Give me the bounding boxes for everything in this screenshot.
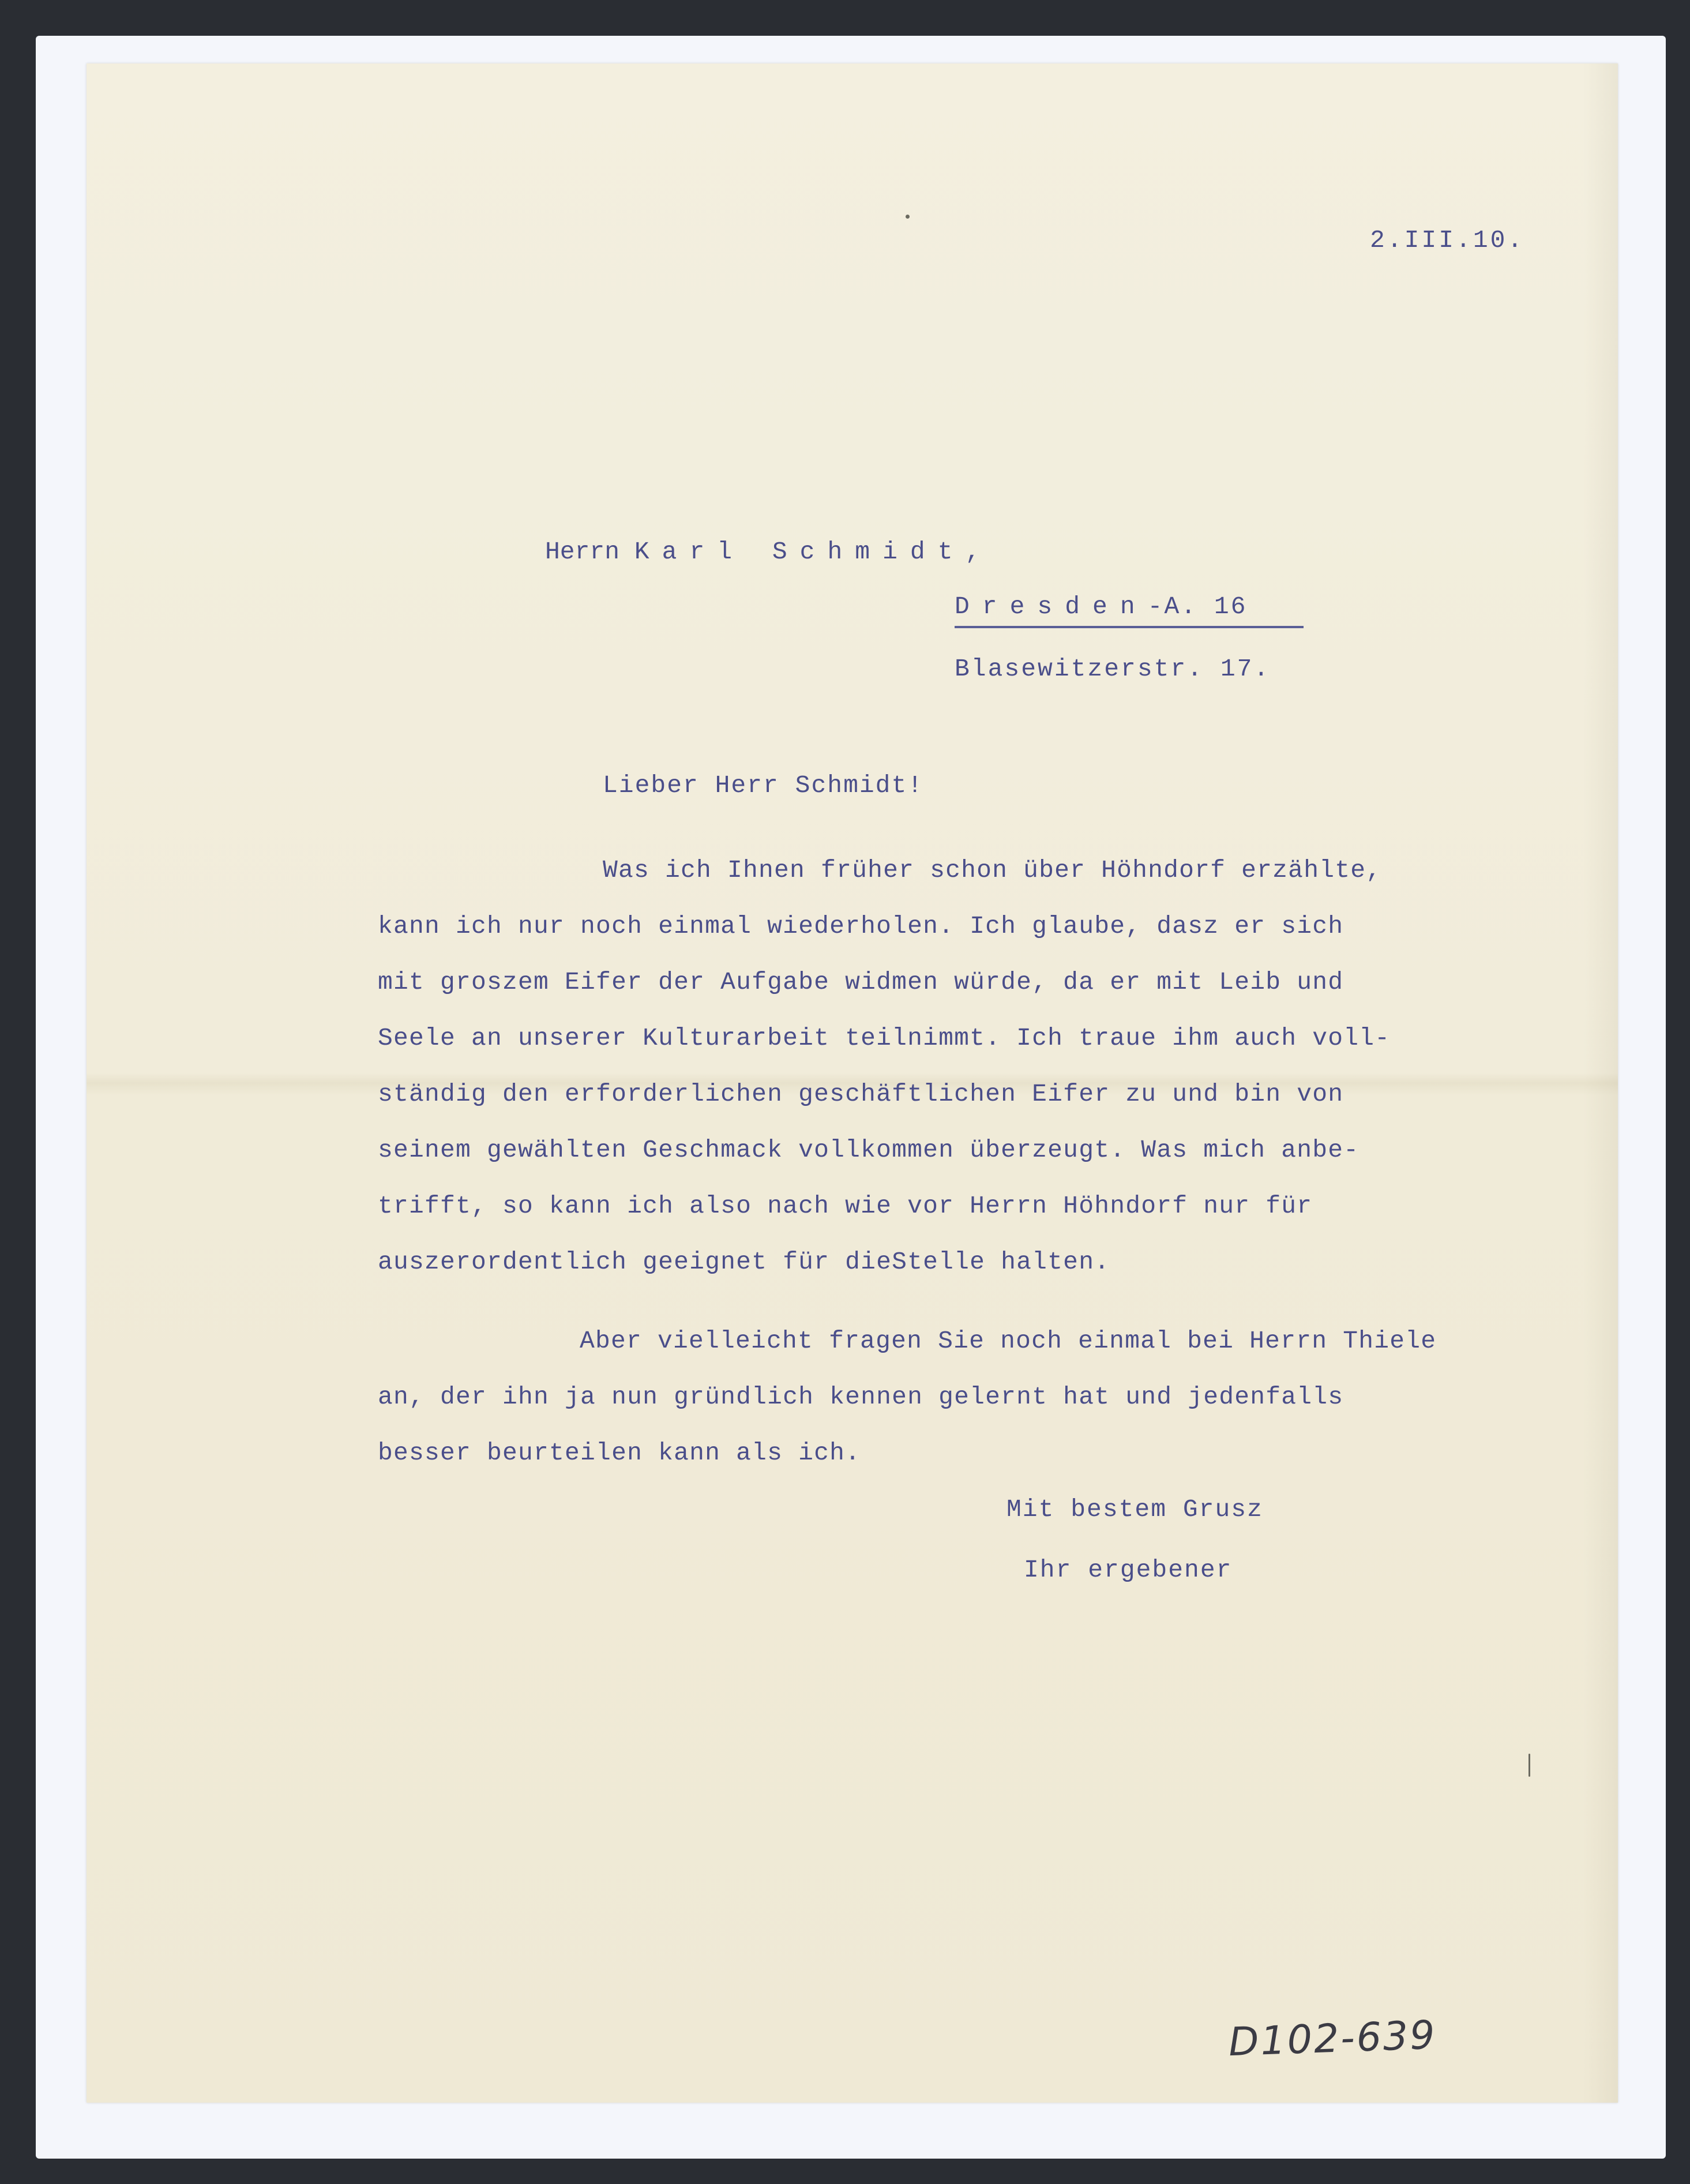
body-line: Was ich Ihnen früher schon über Höhndorf erzählte, [603, 856, 1382, 884]
body-line: Aber vielleicht fragen Sie noch einmal bei Herrn Thiele [580, 1327, 1437, 1355]
body-line: besser beurteilen kann als ich. [378, 1439, 861, 1467]
salutation: Lieber Herr Schmidt! [603, 771, 924, 800]
body-line: mit groszem Eifer der Aufgabe widmen würde, da er mit Leib und [378, 968, 1344, 996]
body-line: auszerordentlich geeignet für dieStelle halten. [378, 1248, 1110, 1276]
recipient-name: Karl Schmidt, [634, 538, 993, 566]
recipient-prefix: Herrn [545, 538, 620, 566]
body-line: Seele an unserer Kulturarbeit teilnimmt. Ich traue ihm auch voll- [378, 1024, 1391, 1052]
closing-signoff: Ihr ergebener [1024, 1556, 1233, 1584]
body-line: ständig den erforderlichen geschäftlichen Eifer zu und bin von [378, 1080, 1344, 1108]
city-name: Dresden [955, 592, 1148, 621]
letter-date: 2.III.10. [1370, 226, 1525, 254]
body-line: trifft, so kann ich also nach wie vor Herrn Höhndorf nur für [378, 1192, 1313, 1220]
city-district: -A. 16 [1147, 592, 1248, 621]
body-line: an, der ihn ja nun gründlich kennen gelernt hat und jedenfalls [378, 1383, 1344, 1411]
archive-mark: D102-639 [1227, 2012, 1437, 2066]
closing: Mit bestem Grusz [1007, 1495, 1263, 1523]
body-line: kann ich nur noch einmal wiederholen. Ich glaube, dasz er sich [378, 912, 1344, 940]
city-line [955, 594, 1247, 619]
recipient-line [545, 539, 993, 564]
city-underline [955, 626, 1304, 628]
paper-speck [906, 215, 910, 219]
street-address: Blasewitzerstr. 17. [955, 655, 1271, 683]
paper-mark [1528, 1754, 1530, 1777]
body-line: seinem gewählten Geschmack vollkommen überzeugt. Was mich anbe- [378, 1136, 1359, 1164]
